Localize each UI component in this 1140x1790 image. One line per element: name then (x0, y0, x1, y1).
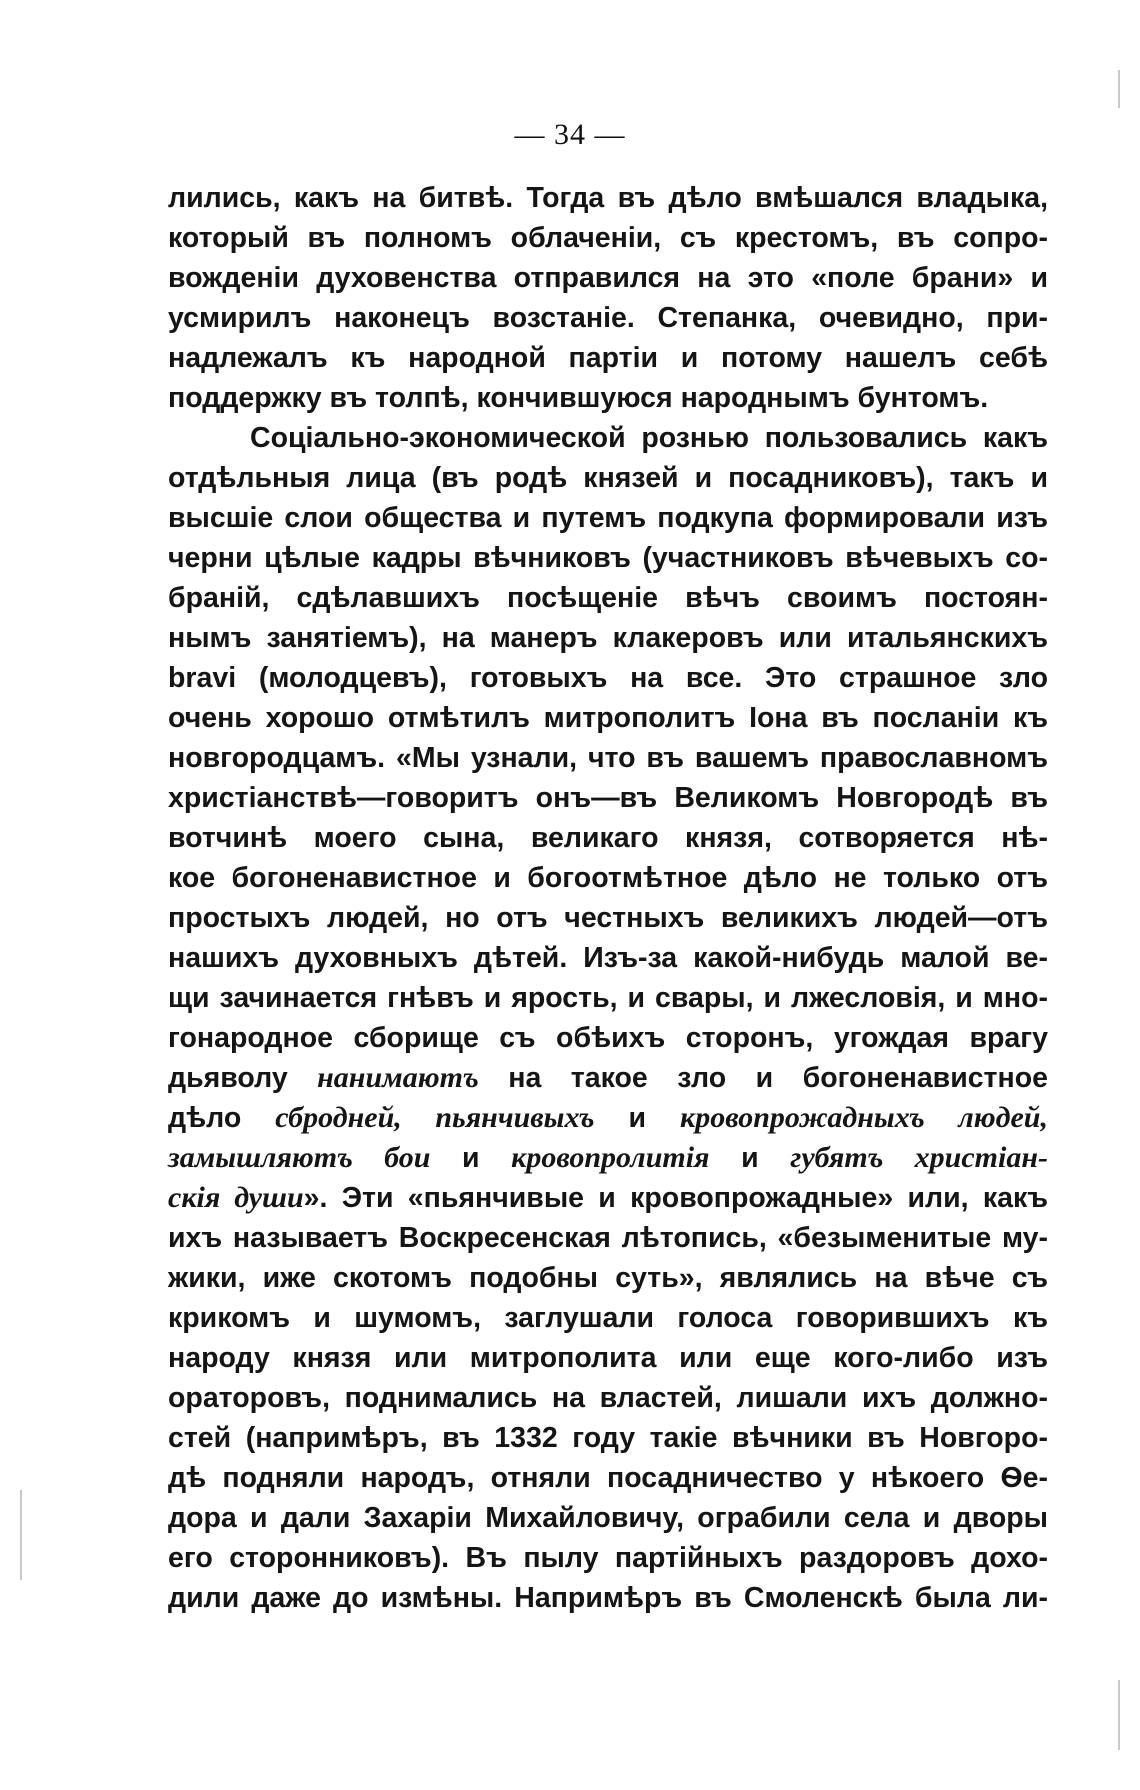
text-line: надлежалъ къ народной партіи и потому нашелъ себѣ (168, 342, 1048, 374)
text-line: нашихъ духовныхъ дѣтей. Изъ-за какой-нибудь малой ве- (168, 942, 1048, 974)
text-line: замышляютъ бои и кровопролитія и губятъ христіан- (168, 1141, 1048, 1174)
text-line: браній, сдѣлавшихъ посѣщеніе вѣчъ своимъ постоян- (168, 582, 1048, 614)
text-line: народу князя или митрополита или еще кого-либо изъ (168, 1342, 1048, 1374)
text-line: поддержку въ толпѣ, кончившуюся народнымъ бунтомъ. (168, 382, 989, 414)
text-line: жики, иже скотомъ подобны суть», являлись на вѣче съ (168, 1262, 1048, 1294)
text-body (168, 178, 1048, 1618)
text-line: христіанствѣ—говоритъ онъ—въ Великомъ Новгородѣ въ (168, 782, 1048, 814)
text-line: дѣ подняли народъ, отняли посадничество у нѣкоего Ѳе- (168, 1462, 1048, 1494)
text-line: кое богоненавистное и богоотмѣтное дѣло не только отъ (168, 862, 1048, 894)
text-line: отдѣльныя лица (въ родѣ князей и посадниковъ), такъ и (168, 462, 1048, 494)
text-line: дѣло сбродней, пьянчивыхъ и кровопрожадныхъ людей, (168, 1101, 1048, 1134)
paragraph-first-line: Соціально-экономической рознью пользовались какъ (250, 422, 1048, 454)
text-line: вотчинѣ моего сына, великаго князя, сотворяется нѣ- (168, 822, 1048, 854)
text-line: нымъ занятіемъ), на манеръ клакеровъ или итальянскихъ (168, 622, 1048, 654)
text-line: крикомъ и шумомъ, заглушали голоса говорившихъ къ (168, 1302, 1048, 1334)
text-line: ораторовъ, поднимались на властей, лишали ихъ должно- (168, 1382, 1048, 1414)
text-line: который въ полномъ облаченіи, съ крестомъ, въ сопро- (168, 222, 1048, 254)
text-line: лились, какъ на битвѣ. Тогда въ дѣло вмѣшался владыка, (168, 182, 1048, 214)
page-number: — 34 — (514, 118, 626, 151)
text-line: стей (напримѣръ, въ 1332 году такіе вѣчники въ Новгоро- (168, 1422, 1048, 1454)
text-line: bravi (молодцевъ), готовыхъ на все. Это страшное зло (168, 662, 1048, 694)
text-line: дора и дали Захаріи Михайловичу, ограбили села и дворы (168, 1502, 1048, 1534)
text-line: черни цѣлые кадры вѣчниковъ (участниковъ вѣчевыхъ со- (168, 542, 1048, 574)
text-line: простыхъ людей, но отъ честныхъ великихъ людей—отъ (168, 902, 1048, 934)
text-line: гонародное сборище съ обѣихъ сторонъ, угождая врагу (168, 1022, 1048, 1054)
text-line: усмирилъ наконецъ возстаніе. Степанка, очевидно, при- (168, 302, 1048, 334)
text-line: высшіе слои общества и путемъ подкупа формировали изъ (168, 502, 1048, 534)
scan-edge-mark (1118, 1680, 1120, 1750)
scan-edge-mark (1118, 70, 1120, 108)
text-line: дили даже до измѣны. Напримѣръ въ Смоленскѣ была ли- (168, 1582, 1048, 1614)
text-line: новгородцамъ. «Мы узнали, что въ вашемъ православномъ (168, 742, 1048, 774)
text-line: скія души». Эти «пьянчивые и кровопрожадные» или, какъ (168, 1181, 1048, 1214)
text-line: вожденіи духовенства отправился на это «поле брани» и (168, 262, 1048, 294)
scan-edge-mark (20, 1490, 22, 1580)
text-line: щи зачинается гнѣвъ и ярость, и свары, и лжесловія, и мно- (168, 982, 1048, 1014)
text-line: дьяволу нанимаютъ на такое зло и богоненавистное (168, 1061, 1048, 1094)
text-line: очень хорошо отмѣтилъ митрополитъ Іона въ посланіи къ (168, 702, 1048, 734)
text-line: ихъ называетъ Воскресенская лѣтопись, «безыменитые му- (168, 1222, 1048, 1254)
text-line: его сторонниковъ). Въ пылу партійныхъ раздоровъ дохо- (168, 1542, 1048, 1574)
